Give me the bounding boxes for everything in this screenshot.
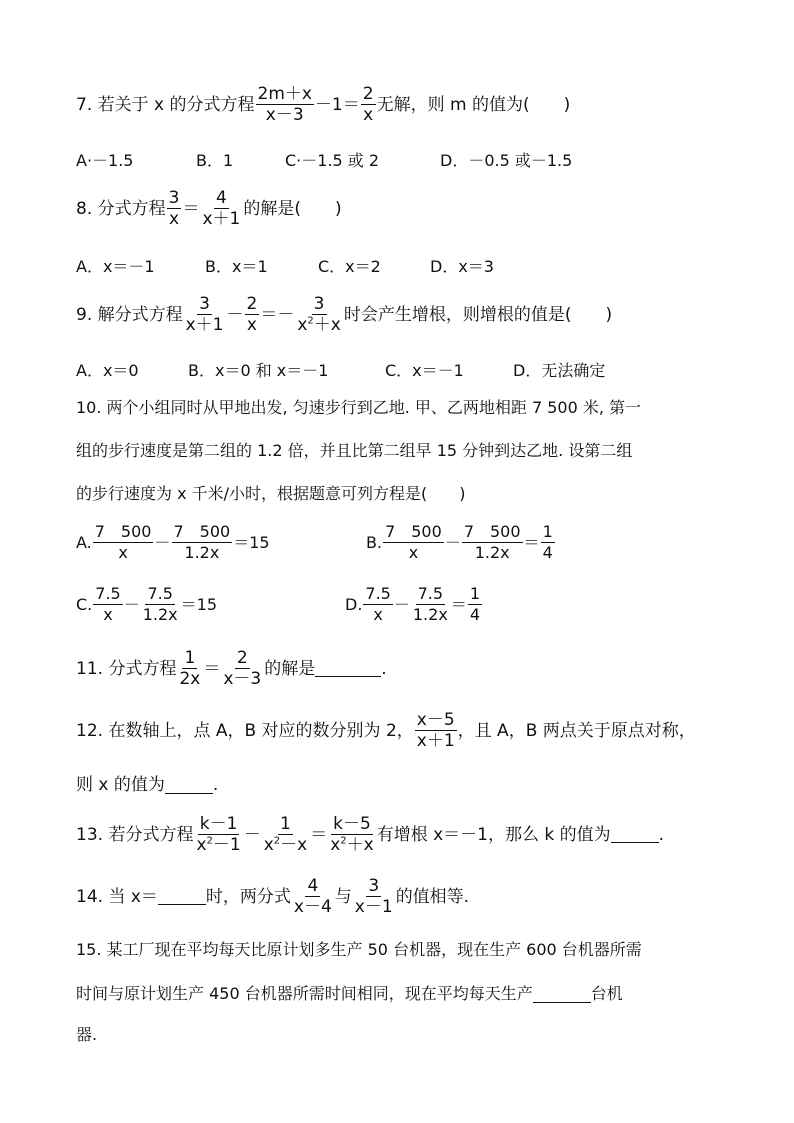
question-14: 14. 当 x＝ 时，两分式 $\frac{4}{x-4}$ 与 $\frac{3}{x-1}$ 的值相等. bbox=[76, 876, 470, 917]
question-10-line-2: 组的步行速度是第二组的 1.2 倍，并且比第二组早 15 分钟到达乙地. 设第二组 bbox=[76, 441, 633, 460]
q14-answer-blank[interactable] bbox=[158, 888, 206, 905]
q7-tail: 无解，则 m 的值为( ) bbox=[376, 94, 571, 115]
q8-option-a: A．x＝－1 bbox=[76, 257, 155, 276]
q8-option-d: D．x＝3 bbox=[430, 257, 494, 276]
q9-fraction-2: $\frac{2}{x}$ bbox=[246, 294, 258, 335]
question-13: 13. 若分式方程 $\frac{k-1}{x^2-1}$ － $\frac{1}{x^2-x}$ ＝ $\frac{k-5}{x^2+x}$ 有增根 x＝－1，那么 k 的值为 . bbox=[76, 814, 665, 855]
q8-fraction-1: $\frac{3}{x}$ bbox=[168, 188, 180, 229]
q9-option-d: D．无法确定 bbox=[513, 361, 606, 380]
q9-fraction-1: $\frac{3}{x+1}$ bbox=[185, 294, 224, 335]
question-8: 8. 分式方程 $\frac{3}{x}$ ＝ $\frac{4}{x+1}$ 的解是( ) bbox=[76, 188, 342, 229]
q8-option-c: C．x＝2 bbox=[318, 257, 381, 276]
q15-answer-blank[interactable] bbox=[533, 986, 591, 1003]
question-15-line-1: 15. 某工厂现在平均每天比原计划多生产 50 台机器，现在生产 600 台机器所需 bbox=[76, 940, 642, 959]
question-12: 12. 在数轴上，点 A，B 对应的数分别为 2， $\frac{x-5}{x+1}$ ，且 A，B 两点关于原点对称， bbox=[76, 710, 696, 751]
question-10-line-3: 的步行速度为 x 千米/小时，根据题意可列方程是( ) bbox=[76, 484, 466, 503]
q9-option-b: B．x＝0 和 x＝－1 bbox=[188, 361, 329, 380]
q10-option-b: B. $\frac{7 500}{x}$ － $\frac{7 500}{1.2x}$ ＝ $\frac{1}{4}$ bbox=[366, 522, 553, 562]
q12-answer-blank[interactable] bbox=[165, 777, 213, 794]
q7-option-c: C·－1.5 或 2 bbox=[285, 151, 380, 170]
q9-option-a: A．x＝0 bbox=[76, 361, 139, 380]
question-15-line-3: 器. bbox=[76, 1025, 98, 1044]
q7-option-d: D．－0.5 或－1.5 bbox=[440, 151, 573, 170]
question-7: 7. 若关于 x 的分式方程 $\frac{2m+x}{x-3}$ －1＝ $\frac{2}{x}$ 无解，则 m 的值为( ) bbox=[76, 84, 571, 125]
question-9: 9. 解分式方程 $\frac{3}{x+1}$ － $\frac{2}{x}$ ＝－ $\frac{3}{x^2+x}$ 时会产生增根，则增根的值是( ) bbox=[76, 294, 613, 335]
q11-answer-blank[interactable] bbox=[315, 660, 381, 677]
q10-option-c: C. $\frac{7.5}{x}$ － $\frac{7.5}{1.2x}$ ＝15 bbox=[76, 584, 218, 624]
question-10-line-1: 10. 两个小组同时从甲地出发, 匀速步行到乙地. 甲、乙两地相距 7 500 米, 第一 bbox=[76, 398, 642, 417]
q7-option-a: A·－1.5 bbox=[76, 151, 134, 170]
q10-option-d: D. $\frac{7.5}{x}$ － $\frac{7.5}{1.2x}$ ＝ $\frac{1}{4}$ bbox=[345, 584, 480, 624]
q10-option-a: A. $\frac{7 500}{x}$ － $\frac{7 500}{1.2x}$ ＝15 bbox=[76, 522, 270, 562]
question-11: 11. 分式方程 $\frac{1}{2x}$ ＝ $\frac{2}{x-3}$ 的解是 . bbox=[76, 648, 387, 689]
q7-fraction-1: $\frac{2m+x}{x-3}$ bbox=[257, 84, 312, 125]
q8-fraction-2: $\frac{4}{x+1}$ bbox=[202, 188, 241, 229]
q7-option-b: B．1 bbox=[196, 151, 234, 170]
q7-fraction-2: $\frac{2}{x}$ bbox=[362, 84, 374, 125]
q8-option-b: B．x＝1 bbox=[205, 257, 268, 276]
q9-option-c: C．x＝－1 bbox=[385, 361, 464, 380]
q13-answer-blank[interactable] bbox=[611, 826, 659, 843]
q9-fraction-3: $\frac{3}{x^2+x}$ bbox=[297, 294, 341, 335]
question-15-line-2: 时间与原计划生产 450 台机器所需时间相同，现在平均每天生产 台机 bbox=[76, 984, 623, 1003]
q7-lead: 7. 若关于 x 的分式方程 bbox=[76, 94, 255, 115]
question-12-line-2: 则 x 的值为 . bbox=[76, 775, 219, 795]
